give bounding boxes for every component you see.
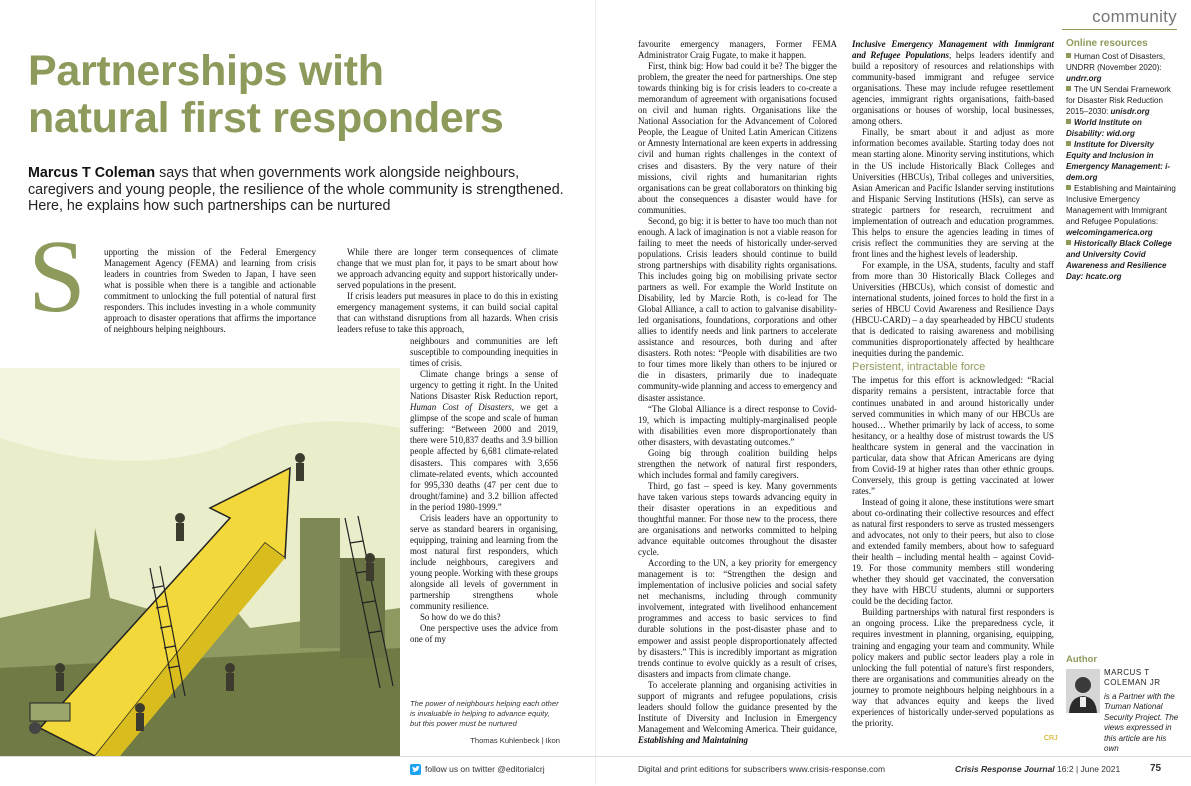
paragraph xyxy=(638,680,837,746)
text-run: Climate change brings a sense of urgency to getting it right. In the United Nations Disaster Risk Reduction report, xyxy=(410,369,558,402)
section-tag: community xyxy=(1092,7,1177,26)
author-heading: Author xyxy=(1066,654,1098,665)
bullet-square-icon xyxy=(1066,53,1071,58)
page-footer xyxy=(0,756,1191,786)
resource-link[interactable]: welcomingamerica.org xyxy=(1066,228,1153,237)
bullet-square-icon xyxy=(1066,240,1071,245)
paragraph: Crisis leaders have an opportunity to serve as standard bearers in organising, equipping, training and learning from the most natural first responders, which include neighbours, caregivers and young people. Working with these groups alongside all levels of government in partnership strengthens whole community resilience. xyxy=(410,512,559,612)
illustration-credit: Thomas Kuhlenbeck | Ikon xyxy=(470,736,560,745)
resource-text: The UN Sendai Framework for Disaster Risk Reduction 2015–2030: xyxy=(1066,85,1171,116)
drop-cap: S xyxy=(28,219,86,334)
author-photo xyxy=(1066,669,1100,713)
guide-title: Establishing and Maintaining xyxy=(638,734,748,745)
guide-title: Inclusive Emergency Management with Immigrant and Refugee Populations xyxy=(852,39,1054,61)
online-resources-sidebar xyxy=(1066,38,1178,282)
column-3 xyxy=(638,39,837,746)
resource-text: Establishing and Maintaining Inclusive Emergency Management with Immigrant and Refugee Populations: xyxy=(1066,184,1176,226)
standfirst-text: says that when governments work alongside neighbours, caregivers and young people, the resilience of the whole community is strengthened. Here, he explains how such partnerships can be nurtured xyxy=(28,165,564,215)
paragraph: upporting the mission of the Federal Emergency Management Agency (FEMA) and learning from crisis leaders in countries from Sweden to Japan, I have seen what is possible when there is a tangible and actionable commitment to unlocking the full potential of natural first responders. This includes investing in a whole community approach to disaster operations that affirms the importance of neighbours helping neighbours. xyxy=(104,247,316,335)
paragraph: One perspective uses the advice from one of my xyxy=(410,623,558,645)
crj-mark: CRJ xyxy=(1044,735,1058,742)
paragraph: The impetus for this effort is acknowledged: “Racial disparity remains a persistent, intractable force that continues unabated in and around historically under served communities in which many of our HBCUs are housed… Whether primarily by lack of access, to some hesitancy, or a healthy dose of mistrust towards the US healthcare system in general and the vaccination in particular, data show that African Americans are dying from Covid-19 at higher rates than other ethnic groups. Conversely, this group is getting vaccinated at lower rates.” xyxy=(852,375,1054,496)
resource-item xyxy=(1066,51,1178,84)
text-run: To accelerate planning and organising activities in support of migrants and refugee populations, crisis leaders should follow the guidance presented by the Institute of Diversity and Inclusion in Emergency Management and Welcoming America. Their guidance, xyxy=(638,679,837,734)
resource-link[interactable]: Institute for Diversity Equity and Inclusion in Emergency Management: i-dem.org xyxy=(1066,140,1171,182)
resource-item xyxy=(1066,183,1178,238)
article-title xyxy=(28,48,588,142)
paragraph: “The Global Alliance is a direct response to Covid-19, which is impacting multiply-marginalised people with disabilities even more disproportionately than other disasters, with devastating outcomes.” xyxy=(638,403,837,447)
paragraph: Third, go fast – speed is key. Many governments have taken various steps towards advancing equity in their disaster operations in an expeditious and thoughtful manner. For those new to the process, there are organisations and networks committed to helping advance equitable outcomes throughout the disaster cycle. xyxy=(638,480,837,558)
subscribe-text[interactable]: Digital and print editions for subscribers www.crisis-response.com xyxy=(638,764,886,774)
illustration-art xyxy=(0,368,400,756)
paragraph: So how do we do this? xyxy=(420,612,501,623)
twitter-icon[interactable] xyxy=(410,764,421,777)
issue-info: 16:2 | June 2021 xyxy=(1054,764,1121,774)
section-rule xyxy=(1062,29,1177,30)
paragraph: Going big through coalition building helps strengthen the network of natural first responders, which includes formal and family caregivers. xyxy=(638,447,837,480)
illustration xyxy=(0,368,400,756)
page-number: 75 xyxy=(1150,763,1162,774)
author-box xyxy=(1066,654,1181,688)
journal-info xyxy=(955,764,1120,774)
paragraph: First, think big: How bad could it be? The bigger the problem, the greater the need for partnerships. One step towards thinking big is for crisis leaders to co-create a memorandum of agreement with organisations focused on civil and human rights. Organisations like the National Association for the Advancement of Colored People, the League of United Latin American Citizens or Amnesty International are keen experts in addressing civil and human rights challenges in the context of crises and disasters. By the very nature of their missions, civil rights and humanitarian rights organisations can be great collaborators on thinking big about the consequences a disaster would have for communities. xyxy=(638,61,837,215)
author-bio-text: is a Partner with the Truman National Security Project. The views expressed in this article are his own xyxy=(1104,692,1179,754)
sidebar-heading: Online resources xyxy=(1066,38,1148,49)
resource-link[interactable]: undrr.org xyxy=(1066,74,1102,83)
paragraph: While there are longer term consequences of climate change that we must plan for, it pays to be smart about how we approach advancing equity and support historically under-served populations in the present. xyxy=(337,247,558,291)
bullet-square-icon xyxy=(1066,141,1071,146)
column-2-lower xyxy=(410,336,558,645)
bullet-square-icon xyxy=(1066,86,1071,91)
paragraph xyxy=(852,39,1054,127)
resource-item xyxy=(1066,84,1178,117)
paragraph: favourite emergency managers, Former FEMA Administrator Craig Fugate, to make it happen. xyxy=(638,39,837,61)
bullet-square-icon xyxy=(1066,119,1071,124)
standfirst xyxy=(28,165,588,215)
column-2 xyxy=(337,247,558,335)
twitter-handle[interactable]: follow us on twitter @editorialcrj xyxy=(425,764,545,774)
report-title: Human Cost of Disasters xyxy=(410,402,512,413)
paragraph: neighbours and communities are left susceptible to compounding inequities in times of crisis. xyxy=(410,336,558,369)
resource-link[interactable]: World Institute on Disability: wid.org xyxy=(1066,118,1142,138)
column-4 xyxy=(852,39,1054,729)
resource-link[interactable]: unisdr.org xyxy=(1110,107,1150,116)
resource-item xyxy=(1066,139,1178,183)
paragraph: According to the UN, a key priority for emergency management is to: “Strengthen the design and implementation of inclusive policies and social safety net mechanisms, including through community involvement, integrated with livelihood enhancement programmes and access to basic services to find durable solutions in the post-disaster phase and to empower and assist people disproportionately affected by disasters.” This is incredibly important as migration trends continue to evolve quickly as a result of crises, disasters and impacts from climate change. xyxy=(638,558,837,679)
author-portrait-icon xyxy=(1066,669,1100,713)
paragraph: Second, go big: it is better to have too much than not enough. A lack of imagination is not a viable reason for failing to meet the needs of historically under-served populations. Crisis leaders should continue to build strong partnerships with disability rights organisations. This includes going big on mobilising private sector partners as well. For example the World Institute on Disability, led by Marcie Roth, is co-lead for The Global Alliance, a call to action to galvanise disability-led organisations, foundations, corporations and other allies to identify needs and link partners to accelerate assistance and resources, both during and after disasters. Roth notes: “People with disabilities are two to four times more likely than others to be injured or die in disasters, primarily due to inadequate community-wide planning and access to emergency and disaster assistance. xyxy=(638,215,837,403)
author-bio xyxy=(1104,692,1181,754)
section-subhead: Persistent, intractable force xyxy=(852,361,986,374)
resource-text: Human Cost of Disasters, UNDRR (November 2020): xyxy=(1066,52,1166,72)
paragraph: Instead of going it alone, these institutions were smart about co-ordinating their collective resources and effect as natural first responders to serve as trusted messengers and advocates, not only to their peers, but also to close and extended family members, about how to safeguard their health – including mental health – against Covid-19. For those community members still wondering whether they should get vaccinated, the conversation they have with HBCU students, alumni or supporters could be the deciding factor. xyxy=(852,496,1055,607)
author-byline: Marcus T Coleman xyxy=(28,165,156,181)
paragraph: Building partnerships with natural first responders is an ongoing process. Like the preparedness cycle, it requires investment in planning, organising, equipping, training and engaging your team and community. While policy makers and public sector leaders play a role in unlocking the full potential of nature's first responders, there are organisations and communities already on the journey to promote neighbours helping neighbours in a way that advances equity and keeps the lived experiences of historically under-served populations as the priority. xyxy=(852,607,1054,728)
paragraph: Finally, be smart about it and adjust as more information becomes available. Starting today does not mean starting alone. Minority serving institutions, which in the US include Historically Black Colleges and Universities (HBCUs), Tribal colleges and universities, Asian American and Pacific Islander serving institutions and Hispanic Serving Institutions (HSIs), can serve as strategic partners for research, recruitment and implementation of outreach and education programmes. This helps to ensure the agencies leading in times of crisis reflect the communities they are serving at the front lines and the highest levels of leadership. xyxy=(852,127,1054,259)
paragraph: If crisis leaders put measures in place to do this in existing emergency management systems, it can build social capital that can withstand disruptions from all hazards. When crisis leaders refuse to take this approach, xyxy=(337,291,558,335)
paragraph: For example, in the USA, students, faculty and staff from more than 30 Historically Black Colleges and Universities (HBCUs), which consist of domestic and international students, joined forces to hold the first in a series of HBCU Covid Awareness and Resilience Days (HBCU-CARD) – a day spearheaded by HBCU students that is dedicated to raising awareness and mobilising communities disproportionately affected by healthcare inequities during the pandemic. xyxy=(852,259,1054,359)
text-run: , helps leaders identify and build a repository of resources and relationships with community-based immigrant and refugee service organisations. These may include refugee resettlement agencies, immigrant rights organisations, faith-based organisations or houses of worship, local businesses, among others. xyxy=(852,50,1054,127)
page-gutter xyxy=(595,0,596,785)
text-run: , we get a glimpse of the scope and scale of human suffering: “Between 2000 and 2019, there were 510,837 deaths and 3.9 billion people affected by 6,681 climate-related disasters. This compares with 3,656 climate-related events, which accounted for 995,330 deaths (47 per cent due to drought/famine) and 3.2 billion affected in the period 1980-1999.” xyxy=(410,402,558,512)
title-line-2: natural first responders xyxy=(28,94,504,142)
bullet-square-icon xyxy=(1066,185,1071,190)
column-1 xyxy=(104,247,316,335)
title-line-1: Partnerships with xyxy=(28,47,384,95)
author-name: MARCUS T COLEMAN JR xyxy=(1104,668,1161,688)
paragraph xyxy=(410,369,558,513)
journal-name: Crisis Response Journal xyxy=(955,764,1055,774)
resource-link[interactable]: Historically Black College and University Covid Awareness and Resilience Day: hcatc.org xyxy=(1066,239,1172,281)
resource-item xyxy=(1066,238,1178,282)
resource-item xyxy=(1066,117,1178,139)
illustration-caption: The power of neighbours helping each other is invaluable in helping to advance equity, but this power must be nurtured xyxy=(410,699,559,728)
